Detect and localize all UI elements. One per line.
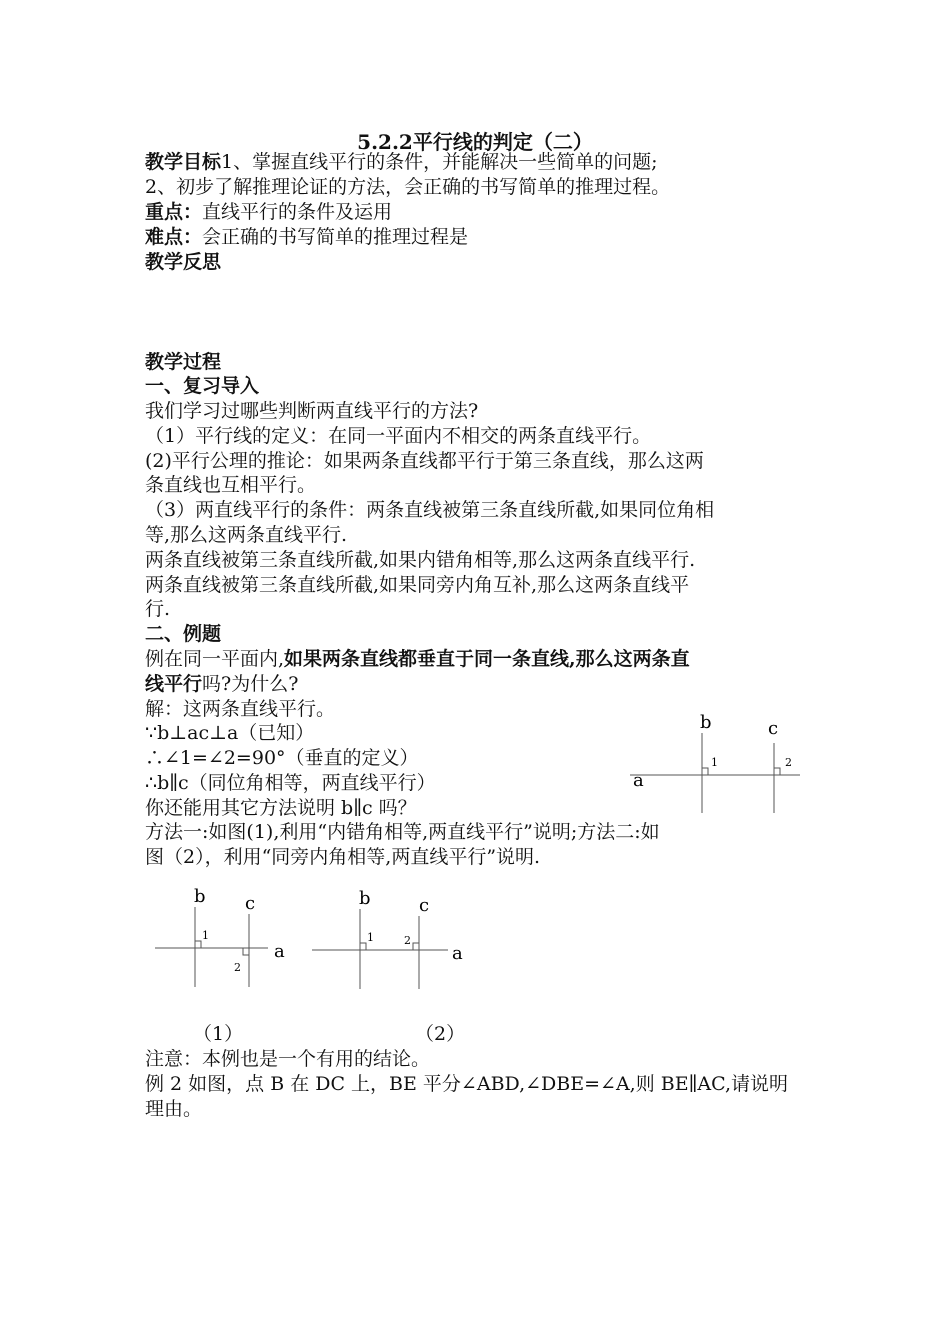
solution: 解：这两条直线平行。 [145,698,336,720]
angle-2-label: 2 [404,934,411,947]
label-c: c [245,893,256,914]
right-angle-2 [243,948,249,955]
method-3a: （3）两直线平行的条件：两条直线被第三条直线所截,如果同位角相 [145,499,715,521]
step-3: ∴b∥c（同位角相等，两直线平行） [145,772,436,794]
alt-methods-1: 方法一:如图(1),利用“内错角相等,两直线平行”说明;方法二:如 [145,821,660,843]
goals-text-1: 1、掌握直线平行的条件，并能解决一些简单的问题; [221,151,658,173]
goals-label: 教学目标 [145,151,222,173]
example-bold-2: 线平行 [145,673,203,695]
method-5b: 行. [145,598,171,620]
method-5a: 两条直线被第三条直线所截,如果同旁内角互补,那么这两条直线平 [145,574,690,596]
step-4: 你还能用其它方法说明 b∥c 吗？ [145,797,417,819]
label-b: b [194,886,206,907]
difficulty-label: 难点： [145,226,203,248]
right-angle-2 [774,768,780,775]
alt-methods-2: 图（2），利用“同旁内角相等,两直线平行”说明. [145,846,541,868]
reflection-heading: 教学反思 [145,251,222,273]
angle-1-label: 1 [202,929,209,942]
goals-line-2: 2、初步了解推理论证的方法，会正确的书写简单的推理过程。 [145,176,671,198]
section2-heading: 二、例题 [145,623,222,645]
label-c: c [419,895,430,916]
label-a: a [633,770,644,791]
label-a: a [452,943,463,964]
right-angle-2 [413,943,419,950]
page-title: 5.2.2平行线的判定（二） [357,130,593,154]
example-prefix: 例在同一平面内, [145,648,285,670]
label-c: c [768,718,779,739]
right-angle-1 [195,941,201,948]
label-a: a [274,941,285,962]
difficulty [145,225,468,249]
angle-2-label: 2 [234,961,241,974]
section1-heading: 一、复习导入 [145,375,260,397]
process-heading: 教学过程 [145,351,222,373]
key-point [145,200,392,224]
example-2-line-2: 理由。 [145,1098,203,1120]
right-angle-1 [702,768,708,775]
goals-line-1 [145,150,658,174]
method-3b: 等,那么这两条直线平行. [145,524,348,546]
note: 注意：本例也是一个有用的结论。 [145,1048,431,1070]
angle-2-label: 2 [785,756,792,769]
angle-1-label: 1 [367,931,374,944]
angle-1-label: 1 [711,756,718,769]
method-2a: (2)平行公理的推论：如果两条直线都平行于第三条直线，那么这两 [145,450,704,472]
method-1: （1）平行线的定义：在同一平面内不相交的两条直线平行。 [145,425,652,447]
method-4: 两条直线被第三条直线所截,如果内错角相等,那么这两条直线平行. [145,549,696,571]
example-line-1 [145,647,690,671]
figure-2 [310,884,480,994]
key-point-text: 直线平行的条件及运用 [202,201,393,223]
section1-question: 我们学习过哪些判断两直线平行的方法? [145,400,479,422]
label-b: b [700,712,712,733]
step-2: ∴∠1=∠2=90°（垂直的定义） [145,747,419,769]
method-2b: 条直线也互相平行。 [145,474,317,496]
figure-1-caption: （1） [193,1023,244,1045]
label-b: b [359,888,371,909]
example-bold-1: 如果两条直线都垂直于同一条直线,那么这两条直 [284,648,690,670]
figure-2-caption: （2） [415,1023,466,1045]
figure-1 [150,882,300,992]
main-figure [630,708,810,818]
key-point-label: 重点： [145,201,203,223]
example-suffix: 吗?为什么? [202,673,299,695]
step-1: ∵b⊥ac⊥a（已知） [145,722,315,744]
right-angle-1 [360,943,366,950]
example-line-2 [145,672,298,696]
example-2-line-1: 例 2 如图，点 B 在 DC 上，BE 平分∠ABD,∠DBE=∠A,则 BE∥AC,请说明 [145,1073,788,1095]
difficulty-text: 会正确的书写简单的推理过程是 [202,226,469,248]
